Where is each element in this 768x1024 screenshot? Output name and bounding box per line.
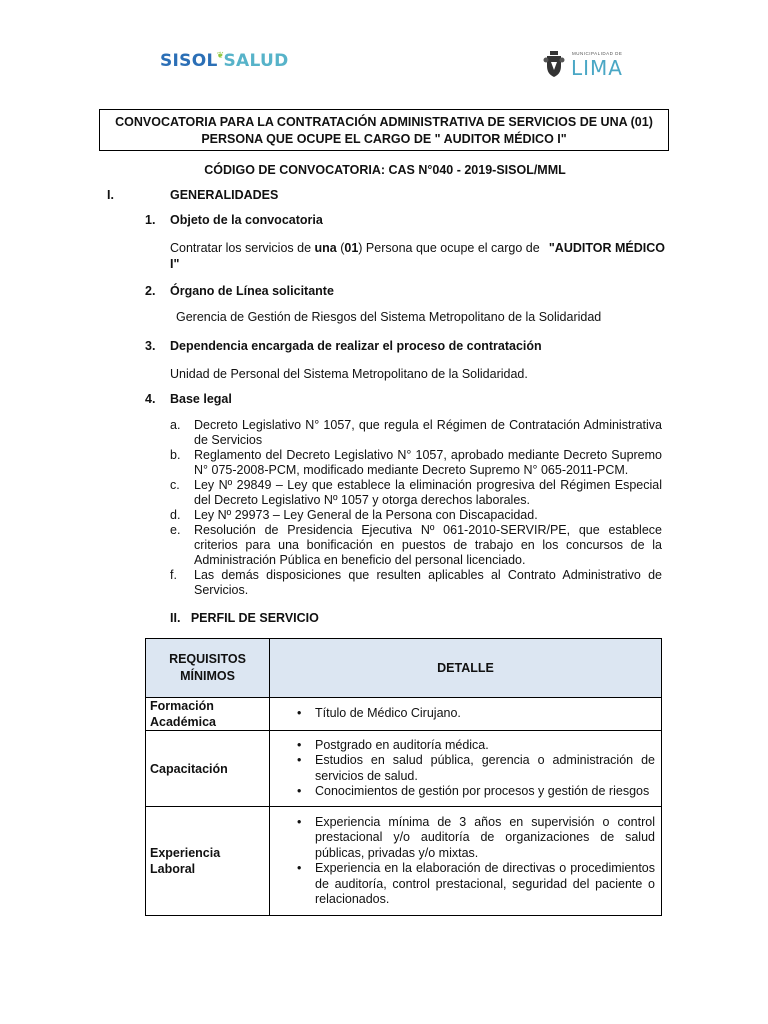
row-detail-formacion	[270, 698, 662, 731]
logo-lima-text: LIMA	[571, 56, 623, 80]
leaf-icon: ❦	[216, 51, 225, 61]
list-item: d. Ley Nº 29973 – Ley General de la Persona con Discapacidad.	[170, 508, 538, 522]
table-header-row	[146, 639, 662, 698]
item-3-title: Dependencia encargada de realizar el proceso de contratación	[170, 339, 542, 353]
logo-text-sisol: SISOL	[160, 51, 218, 71]
item-2-text: Gerencia de Gestión de Riesgos del Sistema Metropolitano de la Solidaridad	[176, 310, 602, 324]
section-1-number: I.	[107, 188, 114, 202]
table-row	[146, 731, 662, 807]
municipalidad-lima-logo	[543, 48, 653, 82]
convocatoria-code: CÓDIGO DE CONVOCATORIA: CAS N°040 - 2019-SISOL/MML	[204, 163, 566, 177]
table-row	[146, 698, 662, 731]
item-1-title: Objeto de la convocatoria	[170, 213, 323, 227]
row-label-experiencia: Experiencia Laboral	[146, 807, 270, 916]
base-legal-list	[170, 418, 662, 598]
sisol-salud-logo	[160, 51, 289, 71]
list-item: • Título de Médico Cirujano.	[270, 706, 661, 722]
logo-municipalidad-label: MUNICIPALIDAD DE	[572, 51, 623, 56]
list-item: • Estudios en salud pública, gerencia o administración de servicios de salud.	[270, 753, 661, 784]
perfil-table	[145, 638, 662, 916]
item-2-title: Órgano de Línea solicitante	[170, 284, 334, 298]
title-line-1: CONVOCATORIA PARA LA CONTRATACIÓN ADMINISTRATIVA DE SERVICIOS DE UNA (01)	[115, 115, 653, 129]
coat-of-arms-icon	[543, 50, 565, 78]
list-item: • Conocimientos de gestión por procesos y gestión de riesgos	[270, 784, 661, 800]
list-item: f. Las demás disposiciones que resulten aplicables al Contrato Administrativo de Servicios.	[170, 568, 662, 597]
list-item: e. Resolución de Presidencia Ejecutiva Nº 061-2010-SERVIR/PE, que establece criterios para una bonificación en puestos de trabajo en los concursos de la Administración Pública en beneficio del personal licenciado.	[170, 523, 662, 567]
item-2-number: 2.	[145, 284, 156, 298]
header-detalle: DETALLE	[270, 639, 662, 698]
row-label-capacitacion: Capacitación	[146, 731, 270, 807]
item-1-text: Contratar los servicios de una (01) Persona que ocupe el cargo de "AUDITOR MÉDICO I"	[170, 241, 665, 271]
item-4-number: 4.	[145, 392, 156, 406]
list-item: b. Reglamento del Decreto Legislativo N° 1057, aprobado mediante Decreto Supremo N° 075-2008-PCM, modificado mediante Decreto Supremo N° 065-2011-PCM.	[170, 448, 662, 477]
item-3-text: Unidad de Personal del Sistema Metropolitano de la Solidaridad.	[170, 367, 528, 381]
title-line-2: PERSONA QUE OCUPE EL CARGO DE " AUDITOR MÉDICO I"	[201, 132, 567, 146]
list-item: • Experiencia mínima de 3 años en supervisión o control prestacional y/o auditoría de organizaciones de salud públicas, privadas y/o mixtas.	[270, 815, 661, 862]
logo-text-salud: SALUD	[223, 51, 289, 71]
list-item: a. Decreto Legislativo N° 1057, que regula el Régimen de Contratación Administrativa de Servicios	[170, 418, 662, 447]
section-2-title: II. PERFIL DE SERVICIO	[170, 611, 319, 625]
header-requisitos: REQUISITOS MÍNIMOS	[146, 639, 270, 698]
row-label-formacion: Formación Académica	[146, 698, 270, 731]
list-item: • Experiencia en la elaboración de directivas o procedimientos de auditoría, control prestacional, seguridad del paciente o relacionados.	[270, 861, 661, 908]
item-1-number: 1.	[145, 213, 156, 227]
section-1-title: GENERALIDADES	[170, 188, 279, 202]
row-detail-experiencia	[270, 807, 662, 916]
item-4-title: Base legal	[170, 392, 232, 406]
table-row	[146, 807, 662, 916]
list-item: c. Ley Nº 29849 – Ley que establece la eliminación progresiva del Régimen Especial del Decreto Legislativo Nº 1057 y otorga derechos laborales.	[170, 478, 662, 507]
list-item: • Postgrado en auditoría médica.	[270, 738, 661, 754]
item-3-number: 3.	[145, 339, 156, 353]
row-detail-capacitacion	[270, 731, 662, 807]
document-title-box	[99, 109, 669, 151]
